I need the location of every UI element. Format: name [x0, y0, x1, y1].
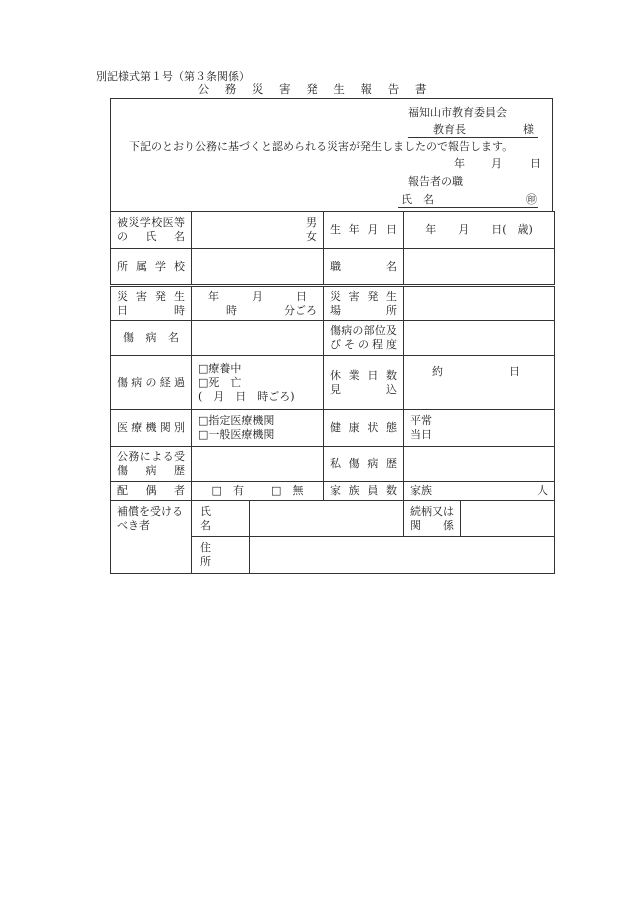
form-number: 別記様式第１号（第３条関係）: [96, 70, 250, 83]
accident-place-label-line1: 災 害 発 生: [330, 289, 397, 303]
relation-field[interactable]: [461, 501, 555, 537]
accident-date-line: 年 月 日: [208, 289, 307, 303]
school-field[interactable]: [192, 249, 324, 286]
table-row: [111, 286, 555, 321]
relation-label-line2: 関 係: [410, 518, 454, 532]
private-history-field[interactable]: [404, 447, 555, 482]
spouse-no-checkbox[interactable]: □ 無: [271, 484, 304, 497]
accident-time-hour: 時: [226, 303, 237, 317]
course-label: 傷病の経過: [111, 356, 192, 410]
absence-label-line2: 見 込: [330, 382, 397, 396]
report-statement: 下記のとおり公務に基づくと認められる災害が発生しましたので報告します。: [129, 140, 514, 153]
course-field[interactable]: [192, 356, 324, 410]
health-label: 健 康 状 態: [324, 410, 404, 447]
table-row: [111, 501, 555, 537]
health-field[interactable]: [404, 410, 555, 447]
beneficiary-name-label: 氏 名: [192, 501, 250, 537]
medical-option-general[interactable]: □一般医療機関: [198, 428, 275, 441]
form-title: 公 務 災 害 発 生 報 告 書: [197, 82, 433, 96]
report-header: [110, 98, 553, 212]
table-row: [111, 212, 555, 249]
accident-place-label: [324, 286, 404, 321]
absence-label-line1: 休 業 日 数: [330, 368, 397, 382]
injury-name-field[interactable]: [192, 321, 324, 356]
date-year: 年: [454, 157, 465, 170]
date-day: 日: [530, 157, 541, 170]
official-history-label-line1: 公務による受: [117, 450, 185, 463]
report-form-table: [110, 211, 555, 574]
accident-time-minute: 分ごろ: [284, 303, 317, 317]
official-history-label-line2: 傷 病 歴: [117, 464, 185, 477]
reporter-position-label: 報告者の職: [408, 175, 463, 188]
addressee-honorific: 様: [523, 123, 534, 136]
official-history-label: [111, 447, 192, 482]
absence-field[interactable]: [404, 356, 555, 410]
school-label: 所 属 学 校: [111, 249, 192, 286]
family-count-unit: 人: [537, 484, 548, 497]
accident-datetime-field[interactable]: [192, 286, 324, 321]
table-row: [111, 482, 555, 501]
job-field[interactable]: [404, 249, 555, 286]
beneficiary-name-field[interactable]: [250, 501, 404, 537]
accident-place-label-line2: 場 所: [330, 303, 397, 317]
victim-name-field[interactable]: [192, 212, 324, 249]
table-row: [111, 447, 555, 482]
sex-male: 男: [306, 216, 317, 229]
beneficiary-label-line1: 補償を受ける: [117, 505, 183, 518]
birthdate-field[interactable]: 年 月 日( 歳): [404, 212, 555, 249]
accident-datetime-label-line1: 災 害 発 生: [117, 289, 185, 303]
family-field[interactable]: [404, 482, 555, 501]
course-option-death[interactable]: □死 亡: [198, 375, 242, 389]
sex-female: 女: [306, 230, 317, 243]
addressee-line: [408, 121, 538, 138]
birthdate-label: 生 年 月 日: [324, 212, 404, 249]
course-option-in-treatment[interactable]: □療養中: [198, 361, 242, 375]
addressee-title: 教育長: [433, 123, 466, 136]
date-month: 月: [491, 157, 502, 170]
course-death-time: ( 月 日 時ごろ): [198, 389, 295, 403]
health-that-day: 当日: [410, 428, 432, 441]
beneficiary-label-line2: べき者: [117, 519, 150, 532]
beneficiary-label: [111, 501, 192, 574]
spouse-yes-checkbox[interactable]: □ 有: [211, 484, 244, 497]
medical-field[interactable]: [192, 410, 324, 447]
injury-part-label: [324, 321, 404, 356]
health-normal: 平常: [410, 414, 432, 427]
job-label: 職 名: [324, 249, 404, 286]
addressee-org: 福知山市教育委員会: [408, 106, 507, 119]
table-row: [111, 321, 555, 356]
table-row: [111, 356, 555, 410]
reporter-name-line: [398, 191, 538, 208]
absence-label: [324, 356, 404, 410]
family-label: 家 族 員 数: [324, 482, 404, 501]
accident-time-line: [198, 304, 317, 318]
relation-label-line1: 続柄又は: [410, 504, 454, 518]
medical-option-designated[interactable]: □指定医療機関: [198, 414, 275, 427]
beneficiary-address-field[interactable]: [250, 537, 555, 574]
private-history-label: 私 傷 病 歴: [324, 447, 404, 482]
absence-days-unit: 日: [509, 365, 520, 378]
absence-approx: 約: [432, 365, 443, 378]
family-prefix: 家族: [410, 484, 432, 497]
beneficiary-address-label: 住 所: [192, 537, 250, 574]
spouse-label: 配 偶 者: [111, 482, 192, 501]
reporter-name-label: 氏 名: [401, 193, 434, 206]
victim-name-label-line1: 被災学校医等: [117, 216, 185, 229]
accident-place-field[interactable]: [404, 286, 555, 321]
official-history-field[interactable]: [192, 447, 324, 482]
accident-datetime-label: [111, 286, 192, 321]
table-row: [111, 249, 555, 286]
table-row: [111, 410, 555, 447]
spouse-field[interactable]: [192, 482, 324, 501]
medical-label: 医療機関別: [111, 410, 192, 447]
accident-datetime-label-line2: 日 時: [117, 303, 185, 317]
injury-part-field[interactable]: [404, 321, 555, 356]
seal-mark: ㊞: [526, 193, 537, 206]
victim-name-label: [111, 212, 192, 249]
injury-part-label-line2: びその程度: [330, 338, 397, 351]
injury-name-label: 傷 病 名: [111, 321, 192, 356]
injury-part-label-line1: 傷病の部位及: [330, 324, 397, 337]
victim-name-label-line2: の 氏 名: [117, 230, 185, 243]
relation-label: [404, 501, 461, 537]
